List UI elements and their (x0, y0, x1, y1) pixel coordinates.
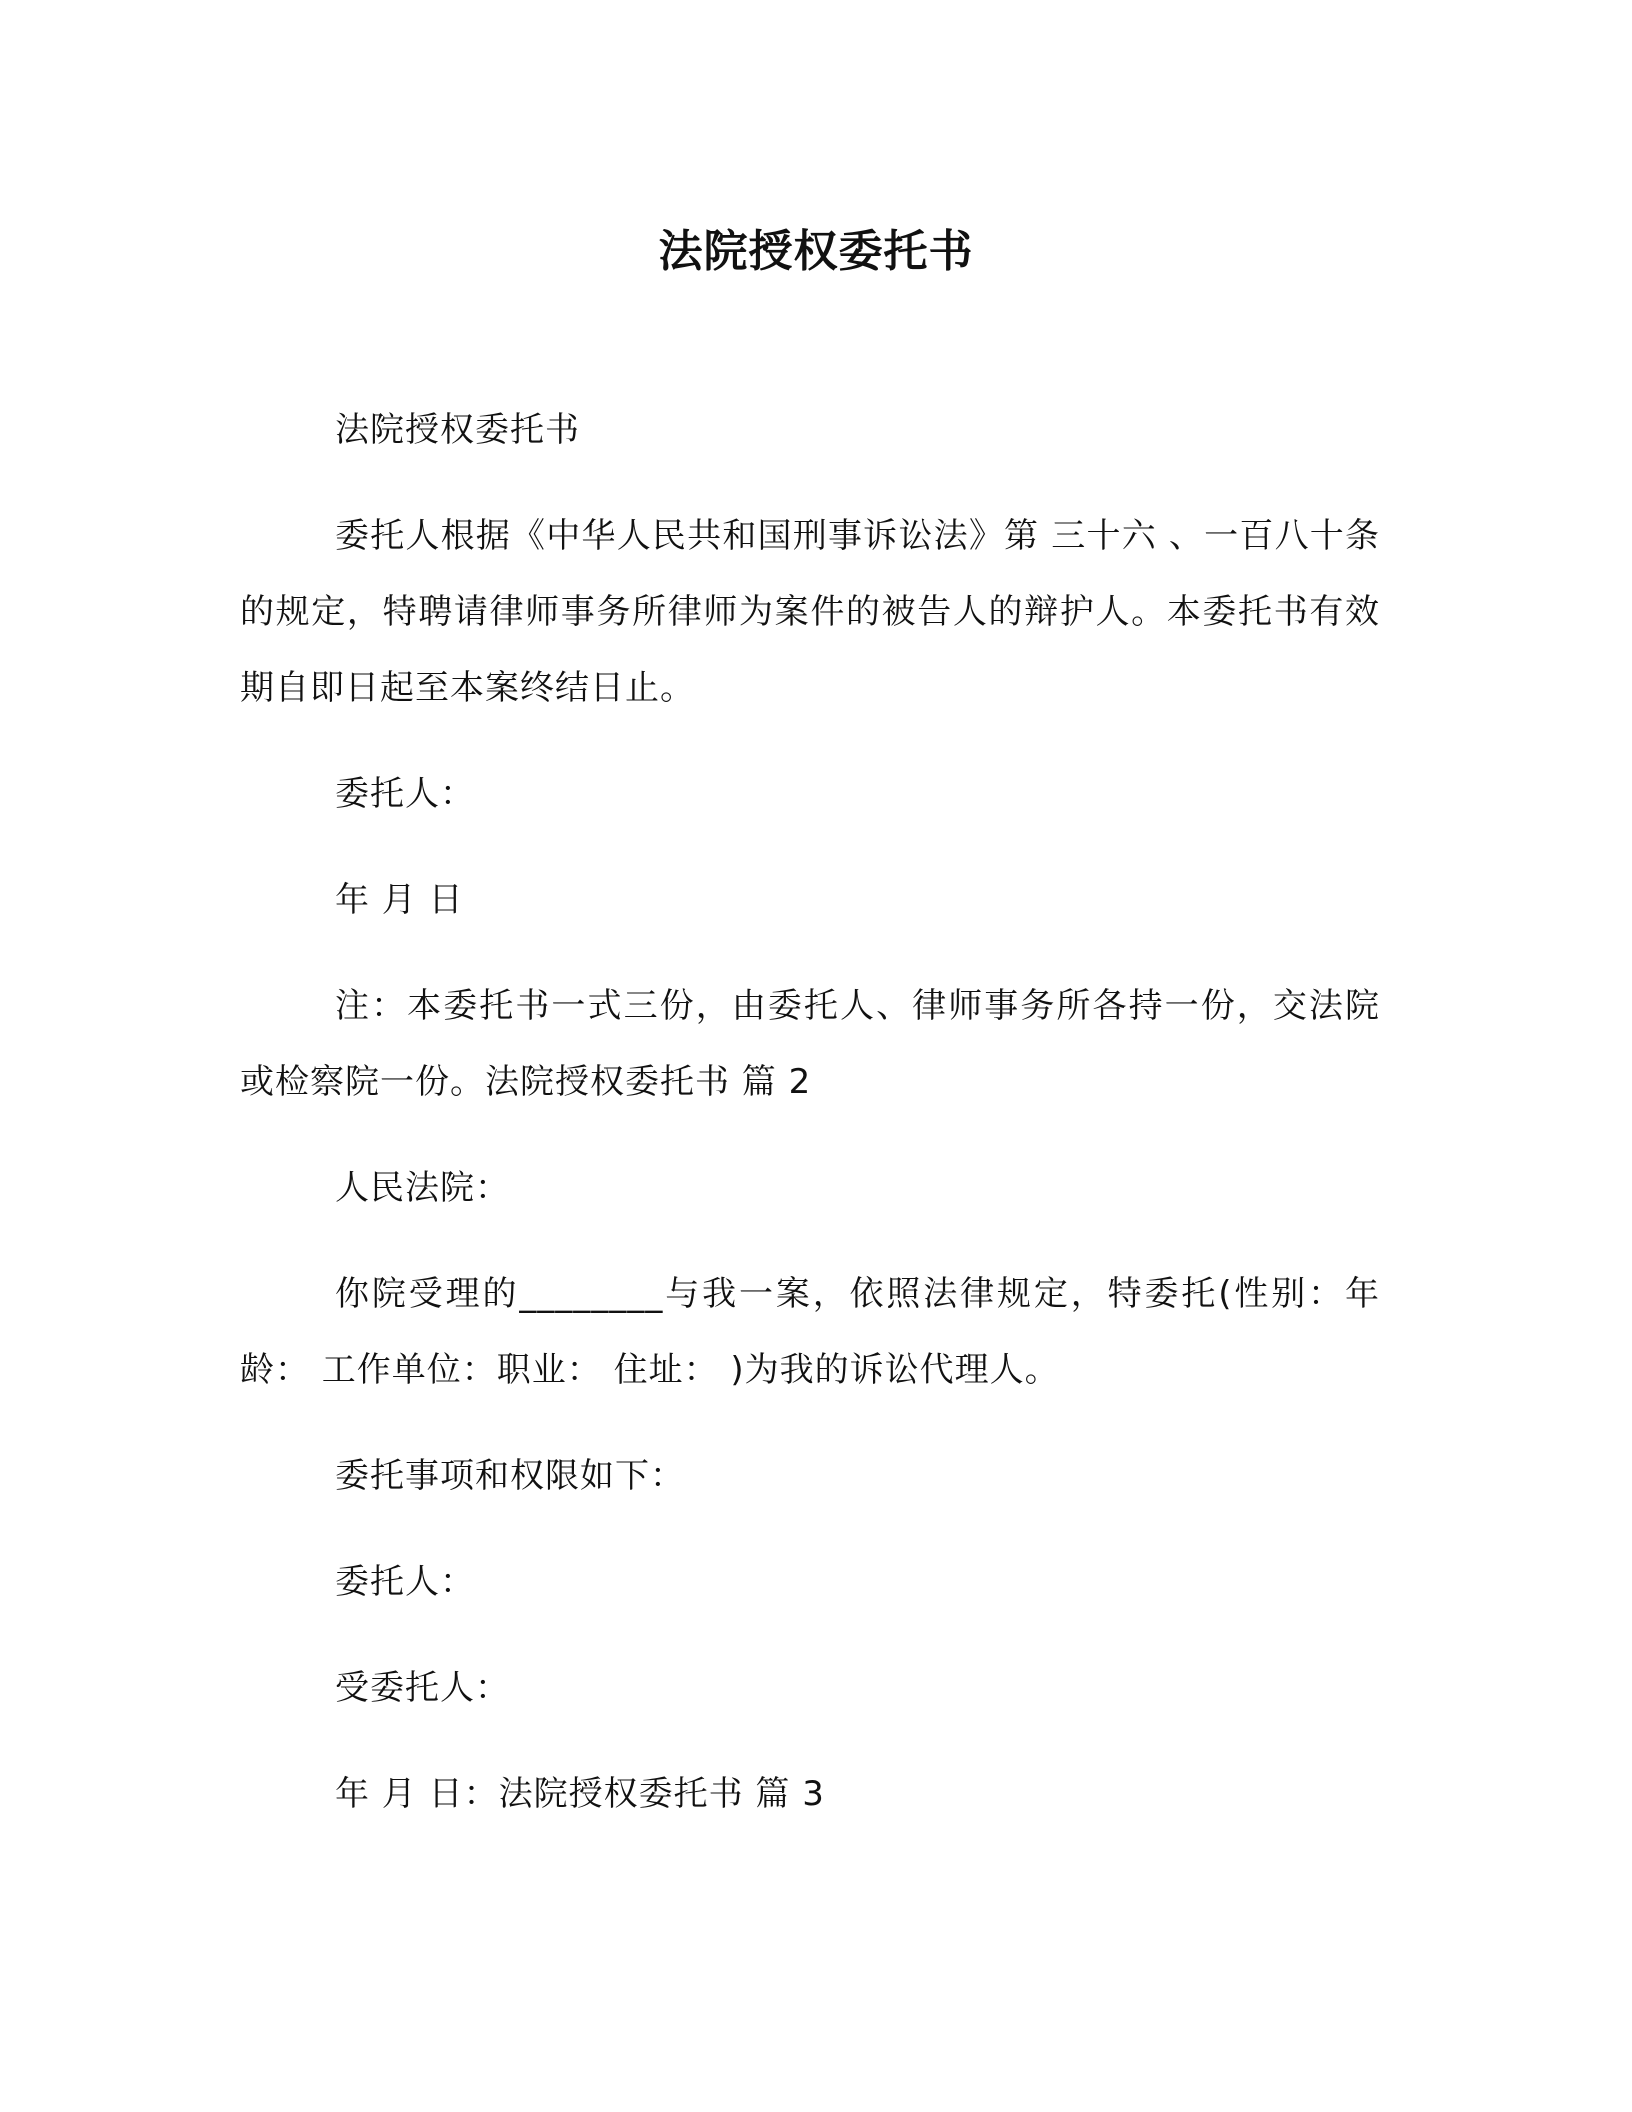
principal-signature-label: 委托人： (335, 1562, 475, 1602)
principal-label: 委托人： (335, 774, 475, 814)
document-body (240, 392, 1380, 1862)
paragraph-note: 注：本委托书一式三份，由委托人、律师事务所各持一份，交法院或检察院一份。法院授权委托书 篇 2 (240, 986, 1380, 1102)
paragraph-appointment: 你院受理的________与我一案，依照法律规定，特委托(性别：年龄： 工作单位：职业： 住址： )为我的诉讼代理人。 (240, 1274, 1380, 1390)
agent-signature-label: 受委托人： (335, 1668, 510, 1708)
date-line: 年 月 日 (335, 880, 464, 920)
paragraph-mandate: 委托人根据《中华人民共和国刑事诉讼法》第 三十六 、一百八十条的规定，特聘请律师事务所律师为案件的被告人的辩护人。本委托书有效期自即日起至本案终结日止。 (240, 516, 1380, 708)
court-salutation: 人民法院： (335, 1168, 510, 1208)
authority-heading: 委托事项和权限如下： (335, 1456, 685, 1496)
section-heading: 法院授权委托书 (335, 410, 580, 450)
document-title: 法院授权委托书 (658, 226, 974, 277)
date-line-footer: 年 月 日：法院授权委托书 篇 3 (335, 1774, 825, 1814)
